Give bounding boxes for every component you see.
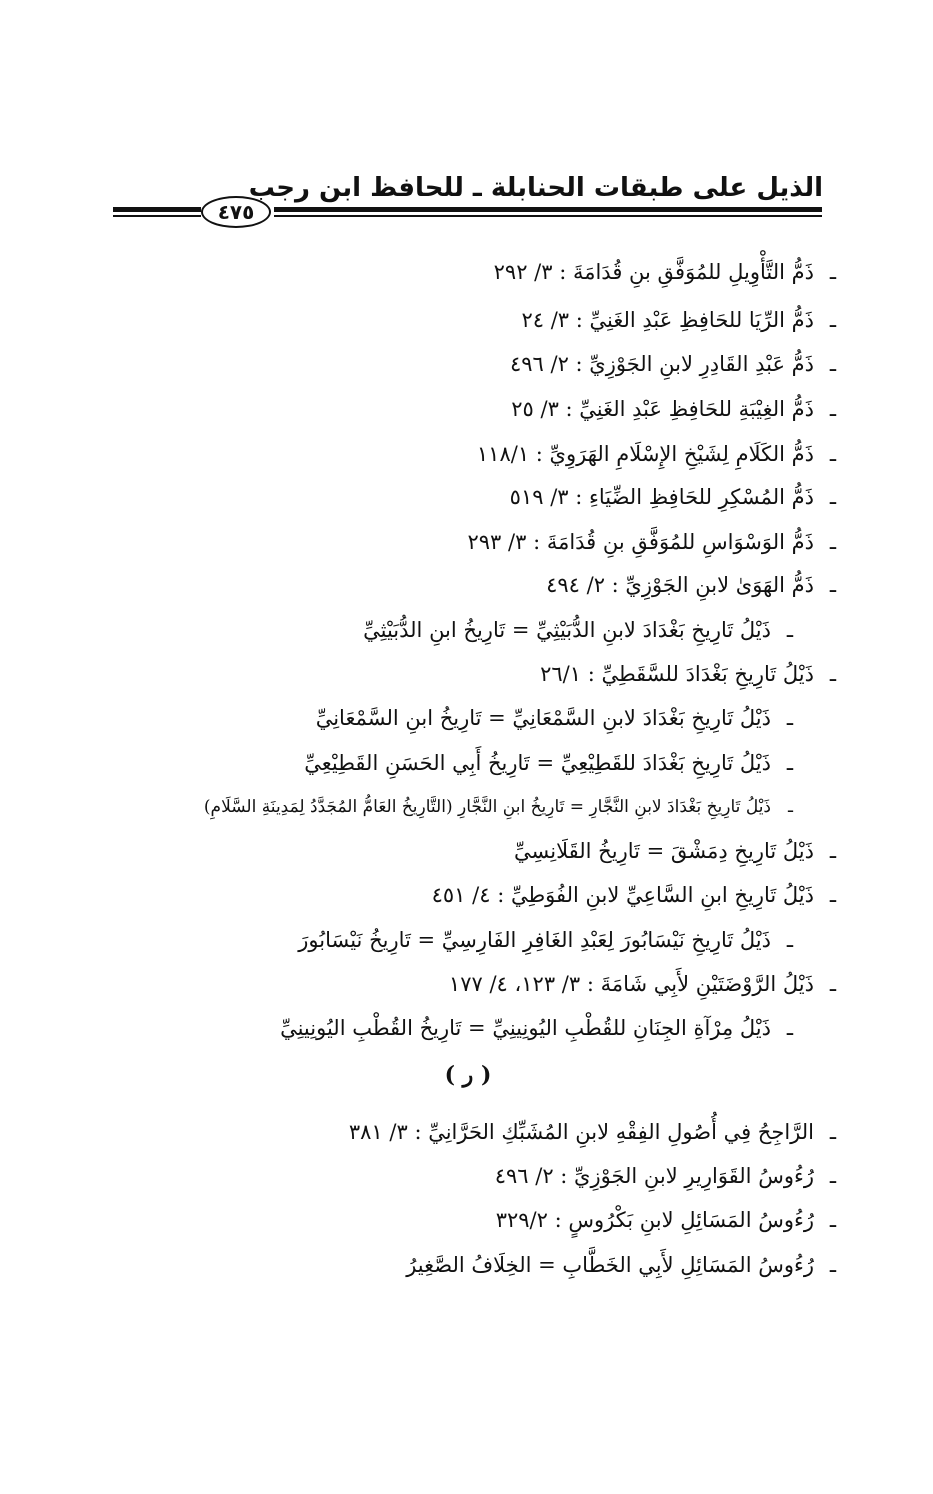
entry-dash: ـ (829, 397, 836, 421)
entry-text: ذَمُّ المُسْكِرِ للحَافِظِ الضِّيَاءِ : ٣/ ٥١٩ (509, 485, 814, 509)
entry-dash: ـ (829, 442, 836, 466)
entry-dash: ـ (786, 706, 793, 730)
index-entry (349, 1117, 836, 1147)
index-entry (477, 439, 836, 469)
entry-dash: ـ (829, 530, 836, 554)
entry-dash: ـ (829, 1253, 836, 1277)
entry-text: ذَيْلُ تَارِيخِ بَغْدَادَ لابنِ النَّجَّارِ = تَارِيخُ ابنِ النَّجَّارِ (التَّارِيخُ العَامُّ المُجَدَّدُ لِمَدِينَةِ السَّلَامِ) (203, 797, 771, 817)
index-entry (495, 1161, 836, 1191)
index-entry (521, 305, 836, 335)
entry-text: ذَمُّ التَّأْوِيلِ للمُوَفَّقِ بنِ قُدَامَةَ : ٣/ ٢٩٢ (493, 260, 814, 284)
entry-dash: ـ (829, 662, 836, 686)
entry-dash: ـ (829, 839, 836, 863)
entry-dash: ـ (788, 797, 793, 817)
index-entry (298, 925, 793, 955)
entry-text: ذَيْلُ تَارِيخِ نَيْسَابُورَ لِعَبْدِ الغَافِرِ الفَارِسِيِّ = تَارِيخُ نَيْسَابُورَ (298, 928, 771, 952)
entry-text: ذَمُّ عَبْدِ القَادِرِ لابنِ الجَوْزِيِّ : ٢/ ٤٩٦ (509, 352, 814, 376)
entry-text: ذَيْلُ تَارِيخِ بَغْدَادَ لابنِ السَّمْعَانِيِّ = تَارِيخُ ابنِ السَّمْعَانِيِّ (315, 706, 771, 730)
entry-text: ذَيْلُ تَارِيخِ دِمَشْقَ = تَارِيخُ القَلَانِسِيِّ (514, 839, 814, 863)
entry-dash: ـ (829, 1208, 836, 1232)
entry-text: ذَيْلُ مِرْآةِ الجِنَانِ للقُطْبِ اليُونِينِيِّ = تَارِيخُ القُطْبِ اليُونِينِيِّ (280, 1016, 771, 1040)
entry-text: رُءُوسُ المَسَائِلِ لابنِ بَكْرُوسٍ : ٣٢٩/٢ (495, 1208, 814, 1232)
entry-text: ذَيْلُ تَارِيخِ بَغْدَادَ للسَّقَطِيِّ : ٢٦/١ (540, 662, 814, 686)
entry-text: ذَمُّ الغِيْبَةِ للحَافِظِ عَبْدِ الغَنِيِّ : ٣/ ٢٥ (511, 397, 814, 421)
page-number-badge: ٤٧٥ (201, 196, 271, 228)
entry-dash: ـ (829, 485, 836, 509)
index-entry (432, 880, 836, 910)
entry-text: ذَيْلُ تَارِيخِ بَغْدَادَ للقَطِيْعِيِّ = تَارِيخُ أَبِي الحَسَنِ القَطِيْعِيِّ (304, 751, 771, 775)
index-entry (304, 748, 793, 778)
entry-dash: ـ (829, 972, 836, 996)
entry-dash: ـ (829, 573, 836, 597)
entry-text: الرَّاجِحُ فِي أُصُولِ الفِقْهِ لابنِ المُشَبِّكِ الحَرَّانِيِّ : ٣/ ٣٨١ (348, 1120, 814, 1144)
entry-text: ذَيْلُ الرَّوْضَتَيْنِ لأَبِي شَامَةَ : ٣/ ١٢٣، ٤/ ١٧٧ (448, 972, 814, 996)
running-header-title: الذيل على طبقات الحنابلة ـ للحافظ ابن رجب (248, 173, 823, 203)
index-entry (546, 570, 836, 600)
entry-text: رُءُوسُ المَسَائِلِ لأَبِي الخَطَّابِ = الخِلَافُ الصَّغِيرُ (406, 1253, 814, 1277)
entry-text: ذَمُّ الكَلَامِ لِشَيْخِ الإِسْلَامِ الهَرَوِيِّ : ١١٨/١ (476, 442, 814, 466)
index-entry (316, 703, 793, 733)
index-entry (449, 969, 836, 999)
entry-dash: ـ (786, 928, 793, 952)
index-entry (510, 349, 836, 379)
entry-text: ذَيْلُ تَارِيخِ ابنِ السَّاعِيِّ لابنِ الفُوَطِيِّ : ٤/ ٤٥١ (431, 883, 814, 907)
entry-dash: ـ (829, 308, 836, 332)
entry-dash: ـ (829, 352, 836, 376)
entry-dash: ـ (829, 1120, 836, 1144)
index-entry (204, 792, 793, 822)
index-entry (514, 836, 836, 866)
entry-dash: ـ (786, 1016, 793, 1040)
entry-text: ذَمُّ الرِّيَا للحَافِظِ عَبْدِ الغَنِيِّ : ٣/ ٢٤ (521, 308, 814, 332)
section-heading-letter: ( ر ) (444, 1062, 492, 1088)
entry-text: ذَيْلُ تَارِيخِ بَغْدَادَ لابنِ الدُّبَيْثِيِّ = تَارِيخُ ابنِ الدُّبَيْثِيِّ (363, 618, 771, 642)
entry-dash: ـ (829, 1164, 836, 1188)
index-entry (496, 1205, 836, 1235)
index-entry (468, 527, 837, 557)
entry-dash: ـ (829, 883, 836, 907)
index-entry (280, 1013, 793, 1043)
entry-dash: ـ (829, 260, 836, 284)
entry-text: ذَمُّ الوَسْوَاسِ للمُوَفَّقِ بنِ قُدَامَةَ : ٣/ ٢٩٣ (467, 530, 814, 554)
index-entry (540, 659, 836, 689)
entry-dash: ـ (786, 618, 793, 642)
index-entry (494, 257, 836, 287)
entry-text: ذَمُّ الهَوَىٰ لابنِ الجَوْزِيِّ : ٢/ ٤٩٤ (546, 573, 814, 597)
index-entry (363, 615, 793, 645)
index-entry (510, 482, 836, 512)
index-entry (511, 394, 836, 424)
entry-dash: ـ (786, 751, 793, 775)
entry-text: رُءُوسُ القَوَارِيرِ لابنِ الجَوْزِيِّ : ٢/ ٤٩٦ (494, 1164, 814, 1188)
index-entry (406, 1250, 836, 1280)
